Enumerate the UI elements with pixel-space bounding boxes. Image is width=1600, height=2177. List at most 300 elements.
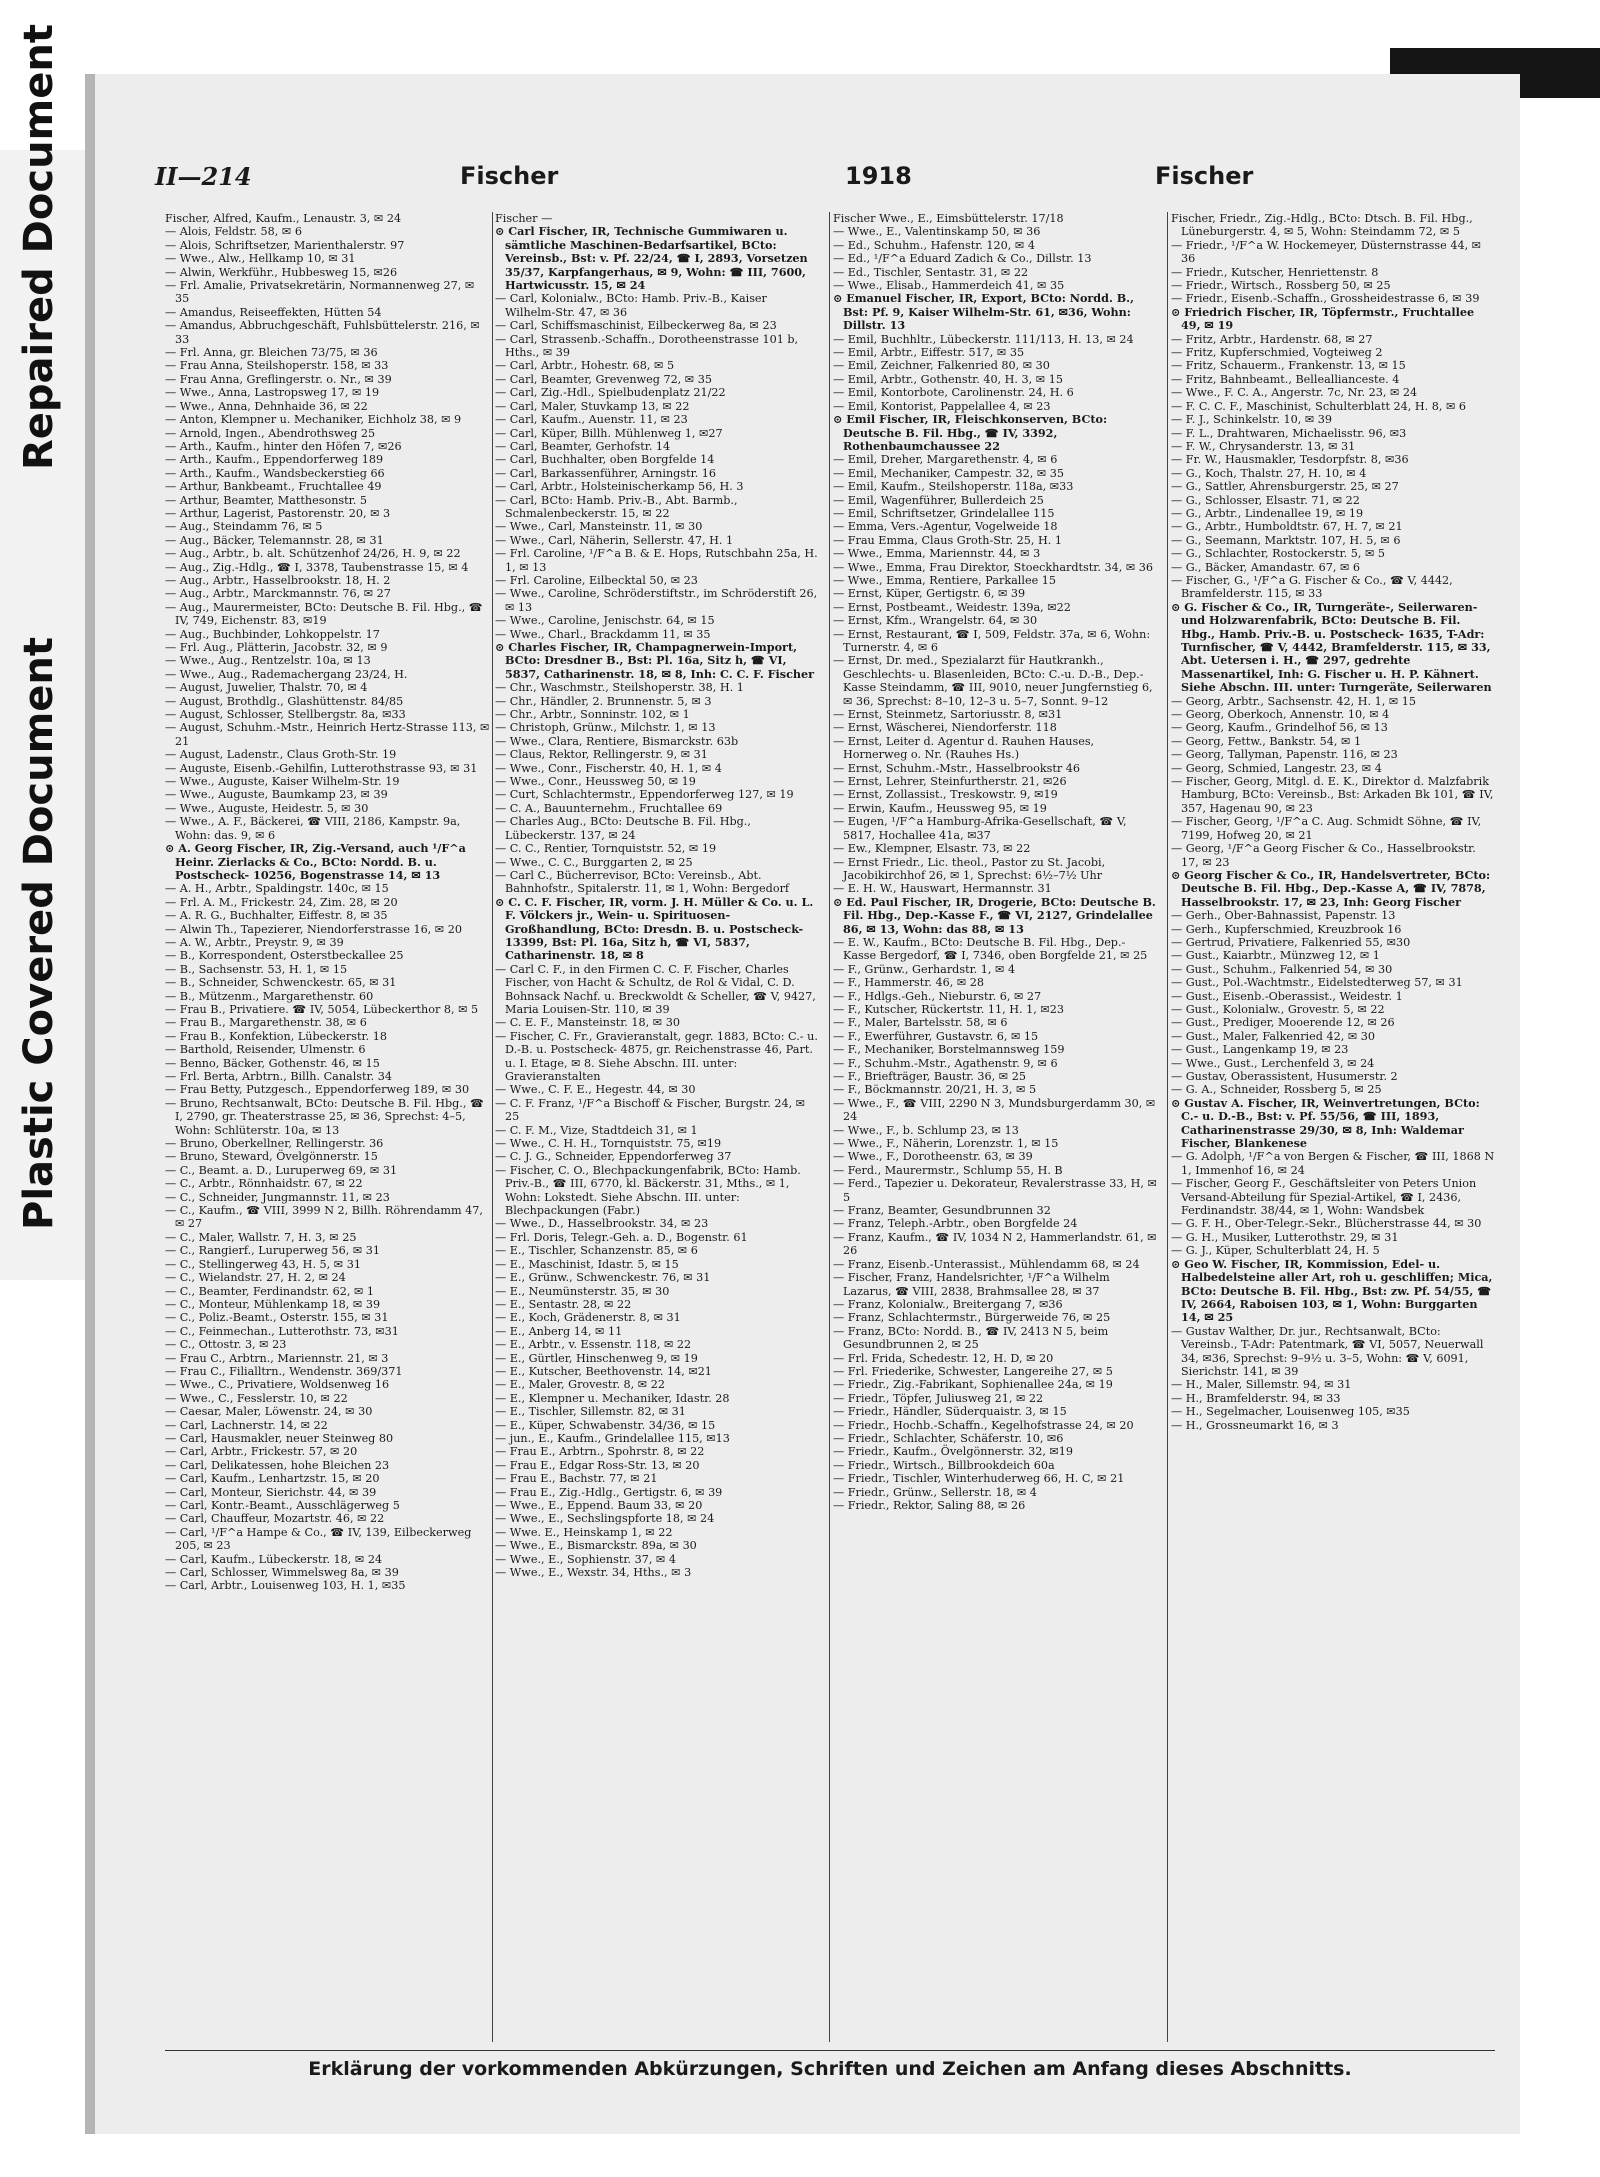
directory-entry: — Wwe., E., Sechslingspforte 18, ✉ 24 xyxy=(495,1512,715,1526)
directory-entry: — Gust., Maler, Falkenried 42, ✉ 30 xyxy=(1171,1029,1375,1043)
directory-entry: — Wwe., Aug., Rademachergang 23/24, H. xyxy=(165,667,408,681)
directory-entry: — Wwe., F., ☎ VIII, 2290 N 3, Mundsburgerdamm 30, ✉ 24 xyxy=(833,1096,1156,1124)
directory-entry: — B., Mützenm., Margarethenstr. 60 xyxy=(165,989,374,1003)
directory-entry: — Emil, Dreher, Margarethenstr. 4, ✉ 6 xyxy=(833,453,1058,467)
directory-entry: — Wwe., Anna, Lastropsweg 17, ✉ 19 xyxy=(165,386,380,400)
directory-entry: — F., Maler, Bartelsstr. 58, ✉ 6 xyxy=(833,1016,1008,1030)
directory-entry: — Carl, Beamter, Gerhofstr. 14 xyxy=(495,439,671,453)
directory-entry: — Chr., Händler, 2. Brunnenstr. 5, ✉ 3 xyxy=(495,694,712,708)
directory-entry: — Friedr., Hochb.-Schaffn., Kegelhofstrasse 24, ✉ 20 xyxy=(833,1418,1134,1432)
directory-entry: — Alwin Th., Tapezierer, Niendorferstrasse 16, ✉ 20 xyxy=(165,922,462,936)
directory-entry: ⊙ Georg Fischer & Co., IR, Handelsvertreter, BCto: Deutsche B. Fil. Hbg., Dep.-Kasse A, ☎ IV, 7878, Hasselbrookstr. 17, ✉ 23, Inh: Georg Fischer xyxy=(1171,867,1491,909)
directory-entry: — Carl, Küper, Billh. Mühlenweg 1, ✉27 xyxy=(495,426,723,440)
directory-entry: — G. H., Musiker, Lutterothstr. 29, ✉ 31 xyxy=(1171,1230,1399,1244)
directory-entry: ⊙ C. C. F. Fischer, IR, vorm. J. H. Müller & Co. u. L. F. Völckers jr., Wein- u. Spirituosen-Großhandlung, BCto: Dresdn. B. u. Postscheck- 13399, Bst: Pl. 16a, Sitz h, ☎ VI, 5837, Catharinenstr. 18, ✉ 8 xyxy=(495,894,814,963)
directory-entry: — H., Maler, Sillemstr. 94, ✉ 31 xyxy=(1171,1378,1352,1392)
footer-rule xyxy=(165,2050,1495,2051)
directory-entry: — Emil, Kontorbote, Carolinenstr. 24, H. 6 xyxy=(833,386,1074,400)
directory-entry: — Claus, Rektor, Rellingerstr. 9, ✉ 31 xyxy=(495,748,708,762)
directory-entry: — Ed., Tischler, Sentastr. 31, ✉ 22 xyxy=(833,265,1029,279)
directory-entry: — Ernst, Küper, Gertigstr. 6, ✉ 39 xyxy=(833,587,1026,601)
column-divider xyxy=(492,212,493,2042)
directory-entry: — Fritz, Bahnbeamt., Belleallianceste. 4 xyxy=(1171,372,1400,386)
directory-columns xyxy=(165,212,1510,2052)
directory-entry: — Ernst, Zollassist., Treskowstr. 9, ✉19 xyxy=(833,788,1058,802)
directory-entry: — Ernst, Restaurant, ☎ I, 509, Feldstr. 37a, ✉ 6, Wohn: Turnerstr. 4, ✉ 6 xyxy=(833,627,1151,654)
directory-entry: — C., Schneider, Jungmannstr. 11, ✉ 23 xyxy=(165,1190,390,1204)
directory-entry: — Wwe., C. F. E., Hegestr. 44, ✉ 30 xyxy=(495,1083,696,1097)
directory-entry: — Frl. Caroline, Eilbecktal 50, ✉ 23 xyxy=(495,573,698,587)
directory-entry: — Aug., Buchbinder, Lohkoppelstr. 17 xyxy=(165,627,380,641)
directory-entry: ⊙ Gustav A. Fischer, IR, Weinvertretungen, BCto: C.- u. D.-B., Bst: v. Pf. 55/56, ☎ III, 1893, Catharinenstrasse 29/30, ✉ 8, Inh: Waldemar Fischer, Blankenese xyxy=(1171,1095,1480,1151)
directory-entry: — Wwe., Emma, Mariennstr. 44, ✉ 3 xyxy=(833,547,1041,561)
directory-entry: — F., Böckmannstr. 20/21, H. 3, ✉ 5 xyxy=(833,1083,1037,1097)
directory-entry: — Fischer, C. Fr., Gravieranstalt, gegr. 1883, BCto: C.- u. D.-B. u. Postscheck- 4875, gr. Reichenstrasse 46, Part. u. I. Etage, ✉ 8. Siehe Abschn. III. unter: Gravieranstalten xyxy=(495,1029,818,1083)
directory-entry: — Ernst, Schuhm.-Mstr., Hasselbrookstr 46 xyxy=(833,761,1081,775)
directory-entry: ⊙ Geo W. Fischer, IR, Kommission, Edel- u. Halbedelsteine aller Art, roh u. geschliffen; Mica, BCto: Deutsche B. Fil. Hbg., Bst: zw. Pf. 54/55, ☎ IV, 2664, Raboisen 103, ✉ 1, Wohn: Burggarten 14, ✉ 25 xyxy=(1171,1256,1493,1325)
directory-entry: — Aug., Arbtr., b. alt. Schützenhof 24/26, H. 9, ✉ 22 xyxy=(165,547,461,561)
directory-entry: — Wwe., Elisab., Hammerdeich 41, ✉ 35 xyxy=(833,279,1065,293)
directory-entry: — August, Juwelier, Thalstr. 70, ✉ 4 xyxy=(165,681,368,695)
directory-entry: — Amandus, Reiseeffekten, Hütten 54 xyxy=(165,305,382,319)
directory-entry: — Emil, Zeichner, Falkenried 80, ✉ 30 xyxy=(833,359,1050,373)
directory-entry: — Ferd., Maurermstr., Schlump 55, H. B xyxy=(833,1163,1063,1177)
directory-entry: — Gust., Langenkamp 19, ✉ 23 xyxy=(1171,1043,1349,1057)
directory-entry: — Emil, Wagenführer, Bullerdeich 25 xyxy=(833,493,1044,507)
directory-entry: — Carl, Chauffeur, Mozartstr. 46, ✉ 22 xyxy=(165,1512,385,1526)
directory-entry: — Frau B., Margarethenstr. 38, ✉ 6 xyxy=(165,1016,367,1030)
directory-entry: — Ernst Friedr., Lic. theol., Pastor zu St. Jacobi, Jacobikirchhof 26, ✉ 1, Sprechst: 6½–7½ Uhr xyxy=(833,855,1106,882)
directory-entry: Fischer, Alfred, Kaufm., Lenaustr. 3, ✉ 24 xyxy=(165,212,402,225)
directory-entry: — H., Grossneumarkt 16, ✉ 3 xyxy=(1171,1418,1339,1432)
directory-entry: — Franz, Eisenb.-Unterassist., Mühlendamm 68, ✉ 24 xyxy=(833,1257,1140,1271)
directory-entry: — Aug., Maurermeister, BCto: Deutsche B. Fil. Hbg., ☎ IV, 749, Eichenstr. 83, ✉19 xyxy=(165,600,483,628)
directory-entry: — Carl, Buchhalter, oben Borgfelde 14 xyxy=(495,453,715,467)
directory-entry: — Christoph, Grünw., Milchstr. 1, ✉ 13 xyxy=(495,721,716,735)
directory-entry: — Friedr., Schlachter, Schäferstr. 10, ✉6 xyxy=(833,1431,1064,1445)
directory-entry: — G., Schlachter, Rostockerstr. 5, ✉ 5 xyxy=(1171,547,1386,561)
directory-entry: Fischer — xyxy=(495,212,553,225)
directory-entry: — Ernst, Leiter d. Agentur d. Rauhen Hauses, Hornerweg o. Nr. (Rauhes Hs.) xyxy=(833,734,1095,762)
directory-entry: — G., Sattler, Ahrensburgerstr. 25, ✉ 27 xyxy=(1171,480,1399,494)
directory-entry: — C., Stellingerweg 43, H. 5, ✉ 31 xyxy=(165,1257,361,1271)
directory-entry: — Ernst, Lehrer, Steinfurtherstr. 21, ✉26 xyxy=(833,775,1067,789)
directory-entry: — Aug., Arbtr., Marckmannstr. 76, ✉ 27 xyxy=(165,587,391,601)
column-divider xyxy=(829,212,830,2042)
directory-entry: — Carl, Kaufm., Lübeckerstr. 18, ✉ 24 xyxy=(165,1552,383,1566)
directory-entry: — F. L., Drahtwaren, Michaelisstr. 96, ✉3 xyxy=(1171,426,1407,440)
directory-entry: — Bruno, Oberkellner, Rellingerstr. 36 xyxy=(165,1137,384,1151)
directory-entry: — Frl. Friederike, Schwester, Langereihe 27, ✉ 5 xyxy=(833,1364,1113,1378)
directory-entry: — Fischer, G., ¹/F^a G. Fischer & Co., ☎ V, 4442, Bramfelderstr. 115, ✉ 33 xyxy=(1171,573,1453,601)
directory-entry: — Alois, Schriftsetzer, Marienthalerstr. 97 xyxy=(165,238,405,252)
directory-entry: — B., Korrespondent, Osterstbeckallee 25 xyxy=(165,949,404,963)
directory-entry: — Frau C., Arbtrn., Mariennstr. 21, ✉ 3 xyxy=(165,1351,389,1365)
directory-entry: — E., Maler, Grovestr. 8, ✉ 22 xyxy=(495,1378,665,1392)
directory-entry: — Wwe., E., Wexstr. 34, Hths., ✉ 3 xyxy=(495,1566,692,1580)
directory-entry: — Aug., Zig.-Hdlg., ☎ I, 3378, Taubenstrasse 15, ✉ 4 xyxy=(165,560,469,574)
directory-entry: — Frau Betty, Putzgesch., Eppendorferweg 189, ✉ 30 xyxy=(165,1083,470,1097)
directory-entry: — C., Ottostr. 3, ✉ 23 xyxy=(165,1338,287,1352)
directory-entry: — Aug., Steindamm 76, ✉ 5 xyxy=(165,520,323,534)
directory-entry: — Carl, Delikatessen, hohe Bleichen 23 xyxy=(165,1458,390,1472)
repaired-document-label: Repaired Document xyxy=(16,24,62,470)
directory-entry: — Ferd., Tapezier u. Dekorateur, Revalerstrasse 33, H, ✉ 5 xyxy=(833,1177,1157,1204)
directory-entry: — Arnold, Ingen., Abendrothsweg 25 xyxy=(165,426,376,440)
page-number: II—214 xyxy=(155,162,252,191)
directory-entry: — Wwe., Auguste, Heidestr. 5, ✉ 30 xyxy=(165,801,369,815)
directory-entry: — Wwe., Gust., Lerchenfeld 3, ✉ 24 xyxy=(1171,1056,1375,1070)
directory-entry: — Barthold, Reisender, Ulmenstr. 6 xyxy=(165,1043,366,1057)
directory-entry: — Gertrud, Privatiere, Falkenried 55, ✉30 xyxy=(1171,935,1411,949)
directory-entry: — Frau B., Konfektion, Lübeckerstr. 18 xyxy=(165,1029,387,1043)
directory-entry: — Friedr., Töpfer, Juliusweg 21, ✉ 22 xyxy=(833,1391,1044,1405)
directory-entry: — E., Neumünsterstr. 35, ✉ 30 xyxy=(495,1284,670,1298)
directory-entry: — Gust., Eisenb.-Oberassist., Weidestr. 1 xyxy=(1171,989,1403,1003)
directory-entry: — Wwe., F., Näherin, Lorenzstr. 1, ✉ 15 xyxy=(833,1137,1059,1151)
directory-entry: — Carl, Maler, Stuvkamp 13, ✉ 22 xyxy=(495,399,690,413)
directory-entry: — E., Küper, Schwabenstr. 34/36, ✉ 15 xyxy=(495,1418,716,1432)
directory-entry: — Wwe., Clara, Rentiere, Bismarckstr. 63b xyxy=(495,734,739,748)
directory-entry: — Chr., Waschmstr., Steilshoperstr. 38, H. 1 xyxy=(495,681,744,695)
directory-entry: — Wwe., Emma, Rentiere, Parkallee 15 xyxy=(833,573,1056,587)
directory-entry: — G. J., Küper, Schulterblatt 24, H. 5 xyxy=(1171,1244,1380,1258)
directory-entry: — B., Schneider, Schwenckestr. 65, ✉ 31 xyxy=(165,976,397,990)
directory-entry: — Fischer, Georg, Mitgl. d. E. K., Direktor d. Malzfabrik Hamburg, BCto: Vereinsb., Bst: Arkaden Bk 101, ☎ IV, 357, Hagenau 90, ✉ 23 xyxy=(1171,775,1494,815)
directory-entry: — A. W., Arbtr., Preystr. 9, ✉ 39 xyxy=(165,935,344,949)
directory-entry: — Carl, Arbtr., Holsteinischerkamp 56, H. 3 xyxy=(495,480,744,494)
directory-entry: — Frau E., Zig.-Hdlg., Gertigstr. 6, ✉ 39 xyxy=(495,1485,723,1499)
directory-entry: — Fischer, Franz, Handelsrichter, ¹/F^a Wilhelm Lazarus, ☎ VIII, 2838, Brahmsallee 28, ✉ 37 xyxy=(833,1271,1110,1298)
directory-entry: — Friedr., Händler, Süderquaistr. 3, ✉ 15 xyxy=(833,1405,1067,1419)
directory-entry: — H., Segelmacher, Louisenweg 105, ✉35 xyxy=(1171,1405,1410,1419)
directory-entry: — Frau Emma, Claus Groth-Str. 25, H. 1 xyxy=(833,533,1062,547)
directory-entry: — H., Bramfelderstr. 94, ✉ 33 xyxy=(1171,1391,1341,1405)
directory-entry: — Arth., Kaufm., Eppendorferweg 189 xyxy=(165,453,384,467)
directory-entry: — Wwe., Emma, Frau Direktor, Stoeckhardtstr. 34, ✉ 36 xyxy=(833,560,1153,574)
directory-entry: — Carl, Zig.-Hdl., Spielbudenplatz 21/22 xyxy=(495,386,726,400)
directory-entry: — Gerh., Kupferschmied, Kreuzbrook 16 xyxy=(1171,922,1402,936)
directory-entry: — Carl, Arbtr., Hohestr. 68, ✉ 5 xyxy=(495,359,675,373)
directory-entry: — Frau E., Arbtrn., Spohrstr. 8, ✉ 22 xyxy=(495,1445,705,1459)
year-heading: 1918 xyxy=(845,162,912,190)
directory-entry: — C. C., Rentier, Tornquiststr. 52, ✉ 19 xyxy=(495,842,717,856)
directory-entry: — Bruno, Steward, Övelgönnerstr. 15 xyxy=(165,1150,378,1164)
directory-entry: — Carl, Lachnerstr. 14, ✉ 22 xyxy=(165,1418,328,1432)
directory-entry: — Frau E., Edgar Ross-Str. 13, ✉ 20 xyxy=(495,1458,700,1472)
directory-entry: — Frl. Doris, Telegr.-Geh. a. D., Bogenstr. 61 xyxy=(495,1230,748,1244)
directory-entry: — Arth., Kaufm., Wandsbeckerstieg 66 xyxy=(165,466,385,480)
directory-entry: — C. A., Bauunternehm., Fruchtallee 69 xyxy=(495,801,723,815)
directory-entry: — G., Arbtr., Lindenallee 19, ✉ 19 xyxy=(1171,506,1364,520)
left-heading: Fischer xyxy=(460,162,559,190)
directory-entry: — Emil, Arbtr., Gothenstr. 40, H. 3, ✉ 15 xyxy=(833,372,1063,386)
directory-entry: — C., Rangierf., Luruperweg 56, ✉ 31 xyxy=(165,1244,380,1258)
directory-entry: — Fritz, Arbtr., Hardenstr. 68, ✉ 27 xyxy=(1171,332,1373,346)
directory-entry: — Carl C. F., in den Firmen C. C. F. Fischer, Charles Fischer, von Hacht & Schultz, de Rol & Vidal, C. D. Bohnsack Nachf. u. Breckwoldt & Scheller, ☎ V, 9427, Maria Louisen-Str. 110, ✉ 39 xyxy=(495,962,816,1016)
directory-entry: — Wwe., E., Eppend. Baum 33, ✉ 20 xyxy=(495,1499,703,1512)
directory-entry: — Frl. Frida, Schedestr. 12, H. D, ✉ 20 xyxy=(833,1351,1054,1365)
directory-entry: — Ernst, Postbeamt., Weidestr. 139a, ✉22 xyxy=(833,600,1071,614)
column-1 xyxy=(165,212,490,2052)
directory-entry: — Friedr., Kutscher, Henriettenstr. 8 xyxy=(1171,265,1379,279)
directory-entry: — Frl. Caroline, ¹/F^a B. & E. Hops, Rutschbahn 25a, H. 1, ✉ 13 xyxy=(495,547,818,574)
directory-entry: — Franz, Beamter, Gesundbrunnen 32 xyxy=(833,1204,1051,1218)
directory-entry: — Gustav, Oberassistent, Husumerstr. 2 xyxy=(1171,1070,1398,1083)
directory-entry: ⊙ Charles Fischer, IR, Champagnerwein-Import, BCto: Dresdner B., Bst: Pl. 16a, Sitz h, ☎ VI, 5837, Catharinenstr. 18, ✉ 8, Inh: C. C. F. Fischer xyxy=(495,640,815,681)
directory-entry: — E., Anberg 14, ✉ 11 xyxy=(495,1324,623,1338)
directory-entry: — Frau C., Filialltrn., Wendenstr. 369/371 xyxy=(165,1364,403,1378)
directory-entry: — Friedr., Grünw., Sellerstr. 18, ✉ 4 xyxy=(833,1485,1037,1499)
directory-entry: — Wwe., E., Sophienstr. 37, ✉ 4 xyxy=(495,1552,676,1566)
directory-entry: — F. C. C. F., Maschinist, Schulterblatt 24, H. 8, ✉ 6 xyxy=(1171,399,1466,413)
directory-entry: — Fischer, Georg, ¹/F^a C. Aug. Schmidt Söhne, ☎ IV, 7199, Hofweg 20, ✉ 21 xyxy=(1171,815,1482,842)
directory-entry: — E., Arbtr., v. Essenstr. 118, ✉ 22 xyxy=(495,1338,692,1352)
directory-entry: — Wwe., Anna, Dehnhaide 36, ✉ 22 xyxy=(165,399,368,413)
directory-entry: — Ed., Schuhm., Hafenstr. 120, ✉ 4 xyxy=(833,238,1035,252)
directory-entry: — Fr. W., Hausmakler, Tesdorpfstr. 8, ✉36 xyxy=(1171,453,1409,467)
directory-entry: — Frau B., Privatiere. ☎ IV, 5054, Lübeckerthor 8, ✉ 5 xyxy=(165,1002,479,1016)
directory-entry: — August, Ladenstr., Claus Groth-Str. 19 xyxy=(165,748,397,762)
directory-entry: Fischer Wwe., E., Eimsbüttelerstr. 17/18 xyxy=(833,212,1064,225)
directory-entry: — F., Schuhm.-Mstr., Agathenstr. 9, ✉ 6 xyxy=(833,1056,1058,1070)
directory-entry: — C. F. Franz, ¹/F^a Bischoff & Fischer, Burgstr. 24, ✉ 25 xyxy=(495,1096,806,1124)
directory-entry: — Wwe., Conr., Heussweg 50, ✉ 19 xyxy=(495,775,696,789)
directory-entry: — Ernst, Wäscherei, Niendorferstr. 118 xyxy=(833,721,1057,735)
directory-entry: — A. R. G., Buchhalter, Eiffestr. 8, ✉ 35 xyxy=(165,909,388,923)
directory-entry: — Georg, Schmied, Langestr. 23, ✉ 4 xyxy=(1171,761,1382,775)
directory-entry: — Georg, Kaufm., Grindelhof 56, ✉ 13 xyxy=(1171,721,1388,735)
directory-entry: — Friedr., Eisenb.-Schaffn., Grossheidestrasse 6, ✉ 39 xyxy=(1171,292,1480,306)
footer-note: Erklärung der vorkommenden Abkürzungen, Schriften und Zeichen am Anfang dieses Abschnitts. xyxy=(308,2058,1352,2080)
directory-entry: — Carl C., Bücherrevisor, BCto: Vereinsb., Abt. Bahnhofstr., Spitalerstr. 11, ✉ 1, Wohn: Bergedorf xyxy=(495,868,790,896)
side-label-strip xyxy=(0,24,88,1280)
directory-entry: — E., Koch, Grädenerstr. 8, ✉ 31 xyxy=(495,1311,681,1325)
directory-entry: — Frl. Anna, gr. Bleichen 73/75, ✉ 36 xyxy=(165,346,378,360)
directory-entry: — Wwe., E., Bismarckstr. 89a, ✉ 30 xyxy=(495,1539,697,1553)
directory-entry: — Fritz, Schauerm., Frankenstr. 13, ✉ 15 xyxy=(1171,359,1406,373)
directory-entry: — E. W., Kaufm., BCto: Deutsche B. Fil. Hbg., Dep.-Kasse Bergedorf, ☎ I, 7346, oben Borgfelde 21, ✉ 25 xyxy=(833,935,1148,963)
directory-entry: — E., Gürtler, Hinschenweg 9, ✉ 19 xyxy=(495,1351,698,1365)
directory-entry: — Carl, ¹/F^a Hampe & Co., ☎ IV, 139, Eilbeckerweg 205, ✉ 23 xyxy=(165,1525,472,1553)
directory-entry: — F. W., Chrysanderstr. 13, ✉ 31 xyxy=(1171,439,1356,453)
directory-entry: — Carl, Kaufm., Lenhartzstr. 15, ✉ 20 xyxy=(165,1472,380,1486)
directory-entry: — Anton, Klempner u. Mechaniker, Eichholz 38, ✉ 9 xyxy=(165,413,462,427)
directory-entry: — G. F. H., Ober-Telegr.-Sekr., Blücherstrasse 44, ✉ 30 xyxy=(1171,1217,1482,1231)
directory-entry: — Carl, Kaufm., Auenstr. 11, ✉ 23 xyxy=(495,413,688,427)
directory-entry: — F., Hammerstr. 46, ✉ 28 xyxy=(833,976,985,990)
directory-entry: — F. J., Schinkelstr. 10, ✉ 39 xyxy=(1171,413,1333,427)
directory-entry: ⊙ Carl Fischer, IR, Technische Gummiwaren u. sämtliche Maschinen-Bedarfsartikel, BCto: Vereinsb., Bst: v. Pf. 22/24, ☎ I, 2893, Vorsetzen 35/37, Karpfangerhaus, ✉ 9, Wohn: ☎ III, 7600, Hartwicusstr. 15, ✉ 24 xyxy=(495,224,808,293)
directory-entry: — C. F. M., Vize, Stadtdeich 31, ✉ 1 xyxy=(495,1123,698,1137)
directory-entry: — Franz, BCto: Nordd. B., ☎ IV, 2413 N 5, beim Gesundbrunnen 2, ✉ 25 xyxy=(833,1324,1109,1352)
directory-entry: — Franz, Kolonialw., Breitergang 7, ✉36 xyxy=(833,1297,1063,1311)
directory-entry: — C., Beamter, Ferdinandstr. 62, ✉ 1 xyxy=(165,1284,375,1298)
directory-entry: — Friedr., Rektor, Saling 88, ✉ 26 xyxy=(833,1499,1026,1512)
directory-entry: — Wwe., Aug., Rentzelstr. 10a, ✉ 13 xyxy=(165,654,371,668)
directory-entry: — C., Arbtr., Rönnhaidstr. 67, ✉ 22 xyxy=(165,1177,363,1191)
directory-entry: — Emma, Vers.-Agentur, Vogelweide 18 xyxy=(833,520,1058,534)
directory-entry: — Friedr., Zig.-Fabrikant, Sophienallee 24a, ✉ 19 xyxy=(833,1378,1113,1392)
directory-entry: ⊙ G. Fischer & Co., IR, Turngeräte-, Seilerwaren- und Holzwarenfabrik, BCto: Deutsche B. Fil. Hbg., Hamb. Priv.-B. u. Postscheck- 1635, T-Adr: Turnfischer, ☎ V, 4442, Bramfelderstr. 115, ✉ 33, Abt. Uetersen i. H., ☎ 297, gedrehte Massenartikel, Inh: G. Fischer u. H. P. Kähnert. Siehe Abschn. III. unter: Turngeräte, Seilerwaren xyxy=(1171,599,1492,695)
directory-entry: — E., Sentastr. 28, ✉ 22 xyxy=(495,1297,632,1311)
directory-entry: — A. H., Arbtr., Spaldingstr. 140c, ✉ 15 xyxy=(165,882,389,896)
directory-entry: — F., Kutscher, Rückertstr. 11, H. 1, ✉23 xyxy=(833,1002,1064,1016)
directory-entry: — Gust., Prediger, Mooerende 12, ✉ 26 xyxy=(1171,1016,1395,1030)
directory-entry: — Carl, Kontr.-Beamt., Ausschlägerweg 5 xyxy=(165,1499,400,1512)
directory-entry: ⊙ Emil Fischer, IR, Fleischkonserven, BCto: Deutsche B. Fil. Hbg., ☎ IV, 3392, Rothenbaumchaussee 22 xyxy=(833,412,1108,453)
directory-entry: Fischer, Friedr., Zig.-Hdlg., BCto: Dtsch. B. Fil. Hbg., Lüneburgerstr. 4, ✉ 5, Wohn: Steindamm 72, ✉ 5 xyxy=(1171,212,1473,239)
directory-entry: — Carl, Schiffsmaschinist, Eilbeckerweg 8a, ✉ 23 xyxy=(495,319,777,333)
directory-entry: ⊙ Ed. Paul Fischer, IR, Drogerie, BCto: Deutsche B. Fil. Hbg., Dep.-Kasse F., ☎ VI, 2127, Grindelallee 86, ✉ 13, Wohn: das 88, ✉ 13 xyxy=(833,894,1156,936)
directory-entry: — Arthur, Lagerist, Pastorenstr. 20, ✉ 3 xyxy=(165,506,391,520)
directory-entry: — Georg, Tallyman, Papenstr. 116, ✉ 23 xyxy=(1171,748,1398,762)
directory-entry: — Emil, Mechaniker, Campestr. 32, ✉ 35 xyxy=(833,466,1065,480)
directory-entry: — Friedr., Tischler, Winterhuderweg 66, H. C, ✉ 21 xyxy=(833,1472,1125,1486)
right-heading: Fischer xyxy=(1155,162,1254,190)
directory-entry: — C. J. G., Schneider, Eppendorferweg 37 xyxy=(495,1150,732,1164)
directory-entry: — C., Poliz.-Beamt., Osterstr. 155, ✉ 31 xyxy=(165,1311,389,1325)
directory-entry: — jun., E., Kaufm., Grindelallee 115, ✉13 xyxy=(495,1431,730,1445)
directory-entry: — Wwe., Conr., Fischerstr. 40, H. 1, ✉ 4 xyxy=(495,761,722,775)
directory-entry: — Friedr., Wirtsch., Billbrookdeich 60a xyxy=(833,1458,1055,1472)
directory-entry: — Alois, Feldstr. 58, ✉ 6 xyxy=(165,225,302,239)
directory-entry: — Ernst, Kfm., Wrangelstr. 64, ✉ 30 xyxy=(833,614,1038,628)
directory-entry: — Wwe., Auguste, Baumkamp 23, ✉ 39 xyxy=(165,788,388,802)
directory-entry: ⊙ Emanuel Fischer, IR, Export, BCto: Nordd. B., Bst: Pf. 9, Kaiser Wilhelm-Str. 61, ✉36, Wohn: Dillstr. 13 xyxy=(833,291,1134,333)
directory-entry: — Emil, Kontorist, Pappelallee 4, ✉ 23 xyxy=(833,399,1051,413)
directory-entry: — Wwe., Caroline, Schröderstiftstr., im Schröderstift 26, ✉ 13 xyxy=(495,587,818,614)
directory-entry: — E., Maschinist, Idastr. 5, ✉ 15 xyxy=(495,1257,679,1271)
directory-entry: — Wwe., C., Fesslerstr. 10, ✉ 22 xyxy=(165,1391,348,1405)
directory-entry: — Eugen, ¹/F^a Hamburg-Afrika-Gesellschaft, ☎ V, 5817, Hochallee 41a, ✉37 xyxy=(833,815,1127,842)
directory-entry: — F., Ewerführer, Gustavstr. 6, ✉ 15 xyxy=(833,1029,1039,1043)
directory-entry: — Gerh., Ober-Bahnassist, Papenstr. 13 xyxy=(1171,909,1396,923)
directory-entry: — Wwe., F., Dorotheenstr. 63, ✉ 39 xyxy=(833,1150,1033,1164)
directory-entry: — G. A., Schneider, Rossberg 5, ✉ 25 xyxy=(1171,1083,1382,1097)
directory-entry: — Carl, Strassenb.-Schaffn., Dorotheenstrasse 101 b, Hths., ✉ 39 xyxy=(495,332,799,360)
directory-entry: — G., Koch, Thalstr. 27, H. 10, ✉ 4 xyxy=(1171,466,1367,480)
directory-entry: — E., Grünw., Schwenckestr. 76, ✉ 31 xyxy=(495,1271,711,1285)
directory-entry: — Georg, Arbtr., Sachsenstr. 42, H. 1, ✉ 15 xyxy=(1171,694,1416,708)
directory-entry: — C. E. F., Mansteinstr. 18, ✉ 30 xyxy=(495,1016,680,1030)
directory-entry: — Amandus, Abbruchgeschäft, Fuhlsbüttelerstr. 216, ✉ 33 xyxy=(165,319,480,346)
directory-entry: — August, Schlosser, Stellbergstr. 8a, ✉33 xyxy=(165,708,406,722)
directory-entry: — Wwe., E., Valentinskamp 50, ✉ 36 xyxy=(833,225,1041,239)
directory-entry: — F., Mechaniker, Borstelmannsweg 159 xyxy=(833,1043,1065,1057)
directory-entry: — Frl. Aug., Plätterin, Jacobstr. 32, ✉ 9 xyxy=(165,641,388,654)
directory-entry: — Wwe., C., Privatiere, Woldsenweg 16 xyxy=(165,1378,390,1392)
directory-entry: — August, Schuhm.-Mstr., Heinrich Hertz-Strasse 113, ✉ 21 xyxy=(165,721,490,748)
directory-entry: — Carl, Kolonialw., BCto: Hamb. Priv.-B., Kaiser Wilhelm-Str. 47, ✉ 36 xyxy=(495,292,767,319)
directory-entry: — Emil, Arbtr., Eiffestr. 517, ✉ 35 xyxy=(833,346,1025,360)
directory-entry: — Gustav Walther, Dr. jur., Rechtsanwalt, BCto: Vereinsb., T-Adr: Patentmark, ☎ VI, 5057, Neuerwall 34, ✉36, Sprechst: 9–9½ u. 3–5, Wohn: ☎ V, 6091, Sierichstr. 141, ✉ 39 xyxy=(1171,1324,1484,1378)
directory-entry: — Frl. Berta, Arbtrn., Billh. Canalstr. 34 xyxy=(165,1070,392,1083)
directory-entry: — E., Kutscher, Beethovenstr. 14, ✉21 xyxy=(495,1364,712,1378)
directory-entry: — Carl, Hausmakler, neuer Steinweg 80 xyxy=(165,1431,394,1445)
directory-entry: — Emil, Kaufm., Steilshoperstr. 118a, ✉33 xyxy=(833,480,1074,494)
directory-entry: — Carl, Beamter, Grevenweg 72, ✉ 35 xyxy=(495,372,712,386)
directory-entry: — Wwe., D., Hasselbrookstr. 34, ✉ 23 xyxy=(495,1217,709,1231)
directory-entry: — C., Feinmechan., Lutterothstr. 73, ✉31 xyxy=(165,1324,399,1338)
directory-entry: — August, Brothdlg., Glashüttenstr. 84/85 xyxy=(165,694,404,708)
directory-entry: — C., Kaufm., ☎ VIII, 3999 N 2, Billh. Röhrendamm 47, ✉ 27 xyxy=(165,1204,483,1231)
directory-entry: ⊙ A. Georg Fischer, IR, Zig.-Versand, auch ¹/F^a Heinr. Zierlacks & Co., BCto: Nordd. B. u. Postscheck- 10256, Bogenstrasse 14, ✉ 13 xyxy=(165,841,466,882)
directory-entry: — G. Adolph, ¹/F^a von Bergen & Fischer, ☎ III, 1868 N 1, Immenhof 16, ✉ 24 xyxy=(1171,1150,1495,1177)
directory-entry: — E., Tischler, Schanzenstr. 85, ✉ 6 xyxy=(495,1244,698,1258)
directory-entry: — G., Bäcker, Amandastr. 67, ✉ 6 xyxy=(1171,560,1360,574)
directory-entry: — E. H. W., Hauswart, Hermannstr. 31 xyxy=(833,882,1052,896)
directory-entry: — G., Schlosser, Elsastr. 71, ✉ 22 xyxy=(1171,493,1360,507)
directory-entry: — Frl. Amalie, Privatsekretärin, Normannenweg 27, ✉ 35 xyxy=(165,279,475,306)
directory-entry: — Ernst, Dr. med., Spezialarzt für Hautkrankh., Geschlechts- u. Blasenleiden, BCto: C.-u. D.-B., Dep.-Kasse Steindamm, ☎ III, 9010, neuer Jungfernstieg 6, ✉ 36, Sprechst: 8–10, 12–3 u. 5–7, Sonnt. 9–12 xyxy=(833,654,1153,708)
directory-entry: — F., Hdlgs.-Geh., Nieburstr. 6, ✉ 27 xyxy=(833,989,1042,1003)
directory-entry: — C., Wielandstr. 27, H. 2, ✉ 24 xyxy=(165,1271,346,1285)
directory-entry: — E., Tischler, Sillemstr. 82, ✉ 31 xyxy=(495,1405,686,1419)
directory-entry: — Arth., Kaufm., hinter den Höfen 7, ✉26 xyxy=(165,439,402,453)
directory-entry: — Charles Aug., BCto: Deutsche B. Fil. Hbg., Lübeckerstr. 137, ✉ 24 xyxy=(495,815,751,842)
directory-entry: — Benno, Bäcker, Gothenstr. 46, ✉ 15 xyxy=(165,1056,380,1070)
directory-entry: — F., Briefträger, Baustr. 36, ✉ 25 xyxy=(833,1070,1026,1083)
directory-entry: — Bruno, Rechtsanwalt, BCto: Deutsche B. Fil. Hbg., ☎ I, 2790, gr. Theaterstrasse 25, ✉ 36, Sprechst: 4–5, Wohn: Schlüterstr. 10a, ✉ 13 xyxy=(165,1096,484,1137)
directory-entry: — Franz, Teleph.-Arbtr., oben Borgfelde 24 xyxy=(833,1217,1078,1231)
directory-entry: — Carl, BCto: Hamb. Priv.-B., Abt. Barmb., Schmalenbeckerstr. 15, ✉ 22 xyxy=(495,493,738,520)
directory-entry: — Wwe., F. C. A., Angerstr. 7c, Nr. 23, ✉ 24 xyxy=(1171,386,1418,400)
directory-entry: — Gust., Kolonialw., Grovestr. 5, ✉ 22 xyxy=(1171,1002,1385,1016)
directory-entry: — Arthur, Beamter, Matthesonstr. 5 xyxy=(165,493,367,507)
directory-entry: — C., Maler, Wallstr. 7, H. 3, ✉ 25 xyxy=(165,1230,357,1244)
directory-entry: — Frau Anna, Greflingerstr. o. Nr., ✉ 39 xyxy=(165,372,392,386)
directory-entry: — Fischer, Georg F., Geschäftsleiter von Peters Union Versand-Abteilung für Spezial-Artikel, ☎ I, 2436, Ferdinandstr. 38/44, ✉ 1, Wohn: Wandsbek xyxy=(1171,1177,1477,1218)
directory-entry: — Franz, Kaufm., ☎ IV, 1034 N 2, Hammerlandstr. 61, ✉ 26 xyxy=(833,1230,1157,1258)
directory-entry: — Carl, Schlosser, Wimmelsweg 8a, ✉ 39 xyxy=(165,1566,399,1580)
directory-entry: — Gust., Pol.-Wachtmstr., Eidelstedterweg 57, ✉ 31 xyxy=(1171,976,1463,990)
directory-entry: — Frau Anna, Steilshoperstr. 158, ✉ 33 xyxy=(165,359,389,373)
directory-entry: — Georg, Oberkoch, Annenstr. 10, ✉ 4 xyxy=(1171,708,1390,722)
directory-entry: — B., Sachsenstr. 53, H. 1, ✉ 15 xyxy=(165,962,348,976)
column-2 xyxy=(495,212,820,2052)
directory-entry: — Alwin, Werkführ., Hubbesweg 15, ✉26 xyxy=(165,265,398,279)
directory-entry: — Aug., Arbtr., Hasselbrookstr. 18, H. 2 xyxy=(165,573,391,587)
directory-entry: — Franz, Schlachtermstr., Bürgerweide 76, ✉ 25 xyxy=(833,1311,1111,1325)
directory-entry: — Georg, ¹/F^a Georg Fischer & Co., Hasselbrookstr. 17, ✉ 23 xyxy=(1171,842,1476,869)
directory-entry: — Wwe., Caroline, Jenischstr. 64, ✉ 15 xyxy=(495,614,715,628)
directory-entry: — Aug., Bäcker, Telemannstr. 28, ✉ 31 xyxy=(165,533,384,547)
column-4 xyxy=(1171,212,1496,2052)
directory-entry: — Emil, Schriftsetzer, Grindelallee 115 xyxy=(833,506,1055,520)
directory-entry: — Carl, Barkassenführer, Arningstr. 16 xyxy=(495,466,717,480)
directory-entry: — Wwe., C. H. H., Tornquiststr. 75, ✉19 xyxy=(495,1137,722,1151)
directory-entry: — Frl. A. M., Frickestr. 24, Zim. 28, ✉ 20 xyxy=(165,895,398,909)
directory-entry: — G., Seemann, Marktstr. 107, H. 5, ✉ 6 xyxy=(1171,533,1401,547)
directory-entry: — Wwe., F., b. Schlump 23, ✉ 13 xyxy=(833,1123,1019,1137)
directory-entry: — Curt, Schlachtermstr., Eppendorferweg 127, ✉ 19 xyxy=(495,788,794,802)
directory-entry: — Carl, Monteur, Sierichstr. 44, ✉ 39 xyxy=(165,1485,377,1499)
directory-entry: — Arthur, Bankbeamt., Fruchtallee 49 xyxy=(165,480,382,494)
directory-entry: — Wwe., Carl, Mansteinstr. 11, ✉ 30 xyxy=(495,520,703,534)
directory-entry: — Emil, Buchhltr., Lübeckerstr. 111/113, H. 13, ✉ 24 xyxy=(833,332,1134,346)
plastic-covered-label: Plastic Covered Document xyxy=(16,636,62,1230)
directory-entry: — Carl, Arbtr., Frickestr. 57, ✉ 20 xyxy=(165,1445,358,1459)
directory-entry: — C., Beamt. a. D., Luruperweg 69, ✉ 31 xyxy=(165,1163,398,1177)
directory-entry: — Ew., Klempner, Elsastr. 73, ✉ 22 xyxy=(833,842,1031,856)
directory-entry: — G., Arbtr., Humboldtstr. 67, H. 7, ✉ 21 xyxy=(1171,520,1403,534)
directory-entry: — Auguste, Eisenb.-Gehilfin, Lutterothstrasse 93, ✉ 31 xyxy=(165,761,478,775)
directory-entry: — Wwe., C. C., Burggarten 2, ✉ 25 xyxy=(495,855,693,869)
directory-entry: — Fischer, C. O., Blechpackungenfabrik, BCto: Hamb. Priv.-B., ☎ III, 6770, kl. Bäckerstr. 31, Mths., ✉ 1, Wohn: Lokstedt. Siehe Abschn. III. unter: Blechpackungen (Fabr.) xyxy=(495,1163,801,1218)
directory-entry: — Wwe., Alw., Hellkamp 10, ✉ 31 xyxy=(165,252,356,266)
column-3 xyxy=(833,212,1158,2052)
